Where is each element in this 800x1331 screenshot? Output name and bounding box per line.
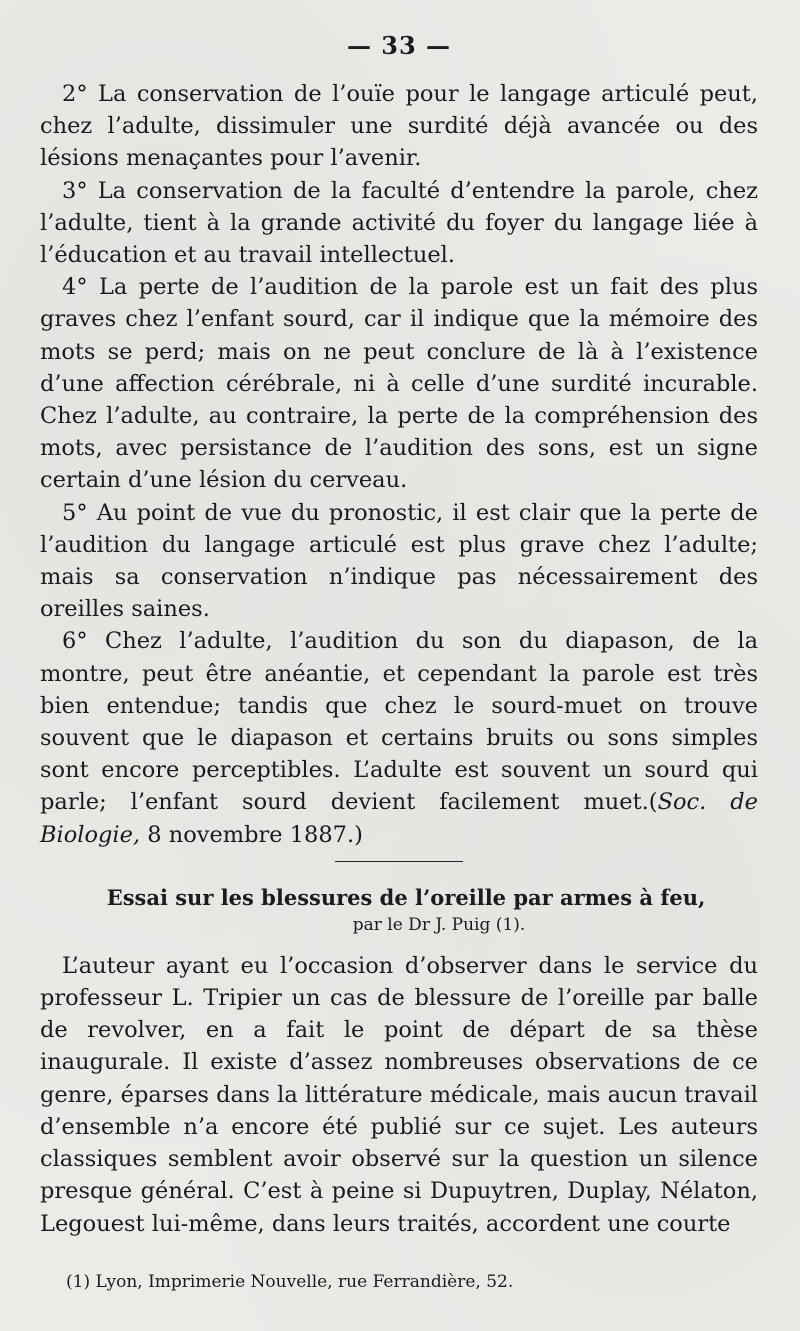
paragraph-6-text: 6° Chez l’adulte, l’audition du son du diapason, de la montre, peut être anéantie, et cependant la parole est très bien entendue; tandis que chez le sourd-muet on trouve souvent que le diapason et certains bruits ou sons simples sont encore perceptibles. L’adulte est souvent un sourd qui parle; l’enfant sourd devient facilement muet. [40, 628, 758, 816]
paragraph-4: 4° La perte de l’audition de la parole est un fait des plus graves chez l’enfant sourd, car il indique que la mémoire des mots se perd; mais on ne peut conclure de là à l’existence d’une affection cérébrale, ni à celle d’une surdité incurable. Chez l’adulte, au contraire, la perte de la compréhension des mots, avec persistance de l’audition des sons, est un signe certain d’une lésion du cerveau. [40, 274, 758, 494]
section-divider [335, 861, 463, 862]
paragraph-3: 3° La conservation de la faculté d’entendre la parole, chez l’adulte, tient à la grande activité du foyer du langage liée à l’éducation et au travail intellectuel. [40, 177, 758, 269]
paragraph-5: 5° Au point de vue du pronostic, il est clair que la perte de l’audition du langage articulé est plus grave chez l’adulte; mais sa conservation n’indique pas nécessairement des oreilles saines. [40, 499, 758, 623]
article-title: Essai sur les blessures de l’oreille par armes à feu, [106, 884, 706, 910]
paragraph-6 [40, 625, 758, 850]
article-body: L’auteur ayant eu l’occasion d’observer dans le service du professeur L. Tripier un cas de blessure de l’oreille par balle de revolver, en a fait le point de départ de sa thèse inaugurale. Il existe d’assez nombreuses observations de ce genre, éparses dans la littérature médicale, mais aucun travail d’ensemble n’a encore été publié sur ce sujet. Les auteurs classiques semblent avoir observé sur la question un silence presque général. C’est à peine si Dupuytren, Duplay, Nélaton, Legouest lui-même, dans leurs traités, accordent une courte [40, 952, 758, 1237]
citation-source: Soc. de Biologie, [40, 789, 758, 848]
page-number: — 33 — [346, 31, 452, 60]
citation-open: ( [648, 789, 658, 816]
footnote: (1) Lyon, Imprimerie Nouvelle, rue Ferrandière, 52. [66, 1272, 514, 1292]
citation-date: 8 novembre 1887.) [140, 821, 363, 848]
paragraph-2: 2° La conservation de l’ouïe pour le langage articulé peut, chez l’adulte, dissimuler une surdité déjà avancée ou des lésions menaçantes pour l’avenir. [40, 81, 758, 172]
article-author: par le Dr J. Puig (1). [352, 914, 526, 935]
